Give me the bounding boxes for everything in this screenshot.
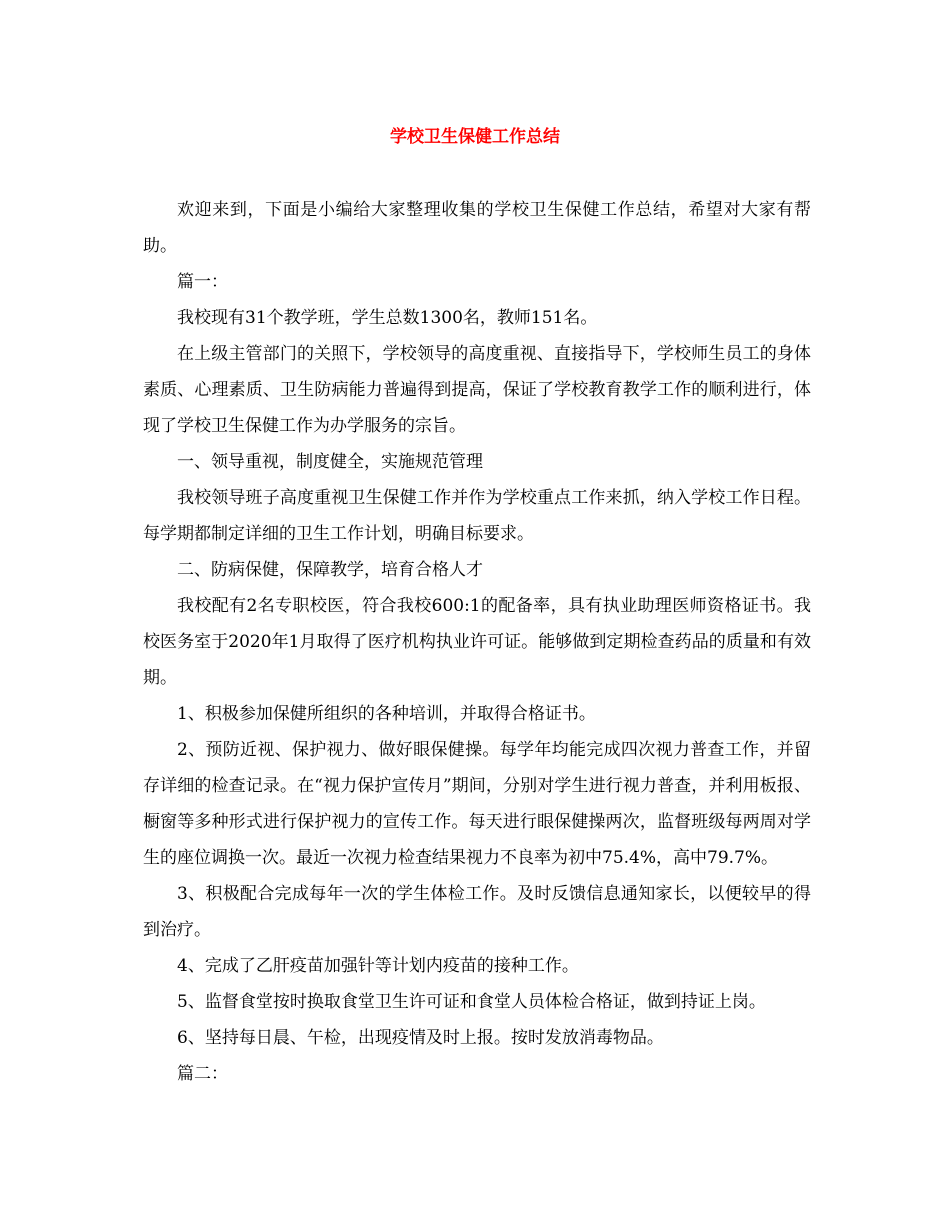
paragraph-overview: 在上级主管部门的关照下，学校领导的高度重视、直接指导下，学校师生员工的身体素质、心理素质、卫生防病能力普遍得到提高，保证了学校教育教学工作的顺利进行，体现了学校卫生保健工作为办学服务的宗旨。 xyxy=(143,344,811,436)
paragraph-intro: 欢迎来到，下面是小编给大家整理收集的学校卫生保健工作总结，希望对大家有帮助。 xyxy=(143,200,811,256)
section-heading-prevention: 二、防病保健，保障教学，培育合格人才 xyxy=(177,560,483,580)
list-item-training: 1、积极参加保健所组织的各种培训，并取得合格证书。 xyxy=(177,704,596,724)
list-item-vision: 2、预防近视、保护视力、做好眼保健操。每学年均能完成四次视力普查工作，并留存详细的检查记录。在“视力保护宣传月”期间，分别对学生进行视力普查，并利用板报、橱窗等多种形式进行保护视力的宣传工作。每天进行眼保健操两次，监督班级每两周对学生的座位调换一次。最近一次视力检查结果视力不良率为初中75.4%，高中79.7%。 xyxy=(143,740,811,868)
section-heading-part-two: 篇二： xyxy=(177,1064,228,1084)
list-item-daily-check: 6、坚持每日晨、午检，出现疫情及时上报。按时发放消毒物品。 xyxy=(177,1028,664,1048)
document-body xyxy=(143,192,811,1092)
paragraph-doctors: 我校配有2名专职校医，符合我校600:1的配备率，具有执业助理医师资格证书。我校医务室于2020年1月取得了医疗机构执业许可证。能够做到定期检查药品的质量和有效期。 xyxy=(143,596,811,688)
section-heading-leadership: 一、领导重视，制度健全，实施规范管理 xyxy=(177,452,483,472)
document-title: 学校卫生保健工作总结 xyxy=(390,127,560,147)
list-item-canteen: 5、监督食堂按时换取食堂卫生许可证和食堂人员体检合格证，做到持证上岗。 xyxy=(177,992,766,1012)
list-item-checkup: 3、积极配合完成每年一次的学生体检工作。及时反馈信息通知家长，以便较早的得到治疗。 xyxy=(143,884,811,940)
list-item-vaccine: 4、完成了乙肝疫苗加强针等计划内疫苗的接种工作。 xyxy=(177,956,579,976)
paragraph-school-stats: 我校现有31个教学班，学生总数1300名，教师151名。 xyxy=(177,308,598,328)
section-heading-part-one: 篇一： xyxy=(177,272,228,292)
paragraph-leadership: 我校领导班子高度重视卫生保健工作并作为学校重点工作来抓，纳入学校工作日程。每学期都制定详细的卫生工作计划，明确目标要求。 xyxy=(143,488,811,544)
